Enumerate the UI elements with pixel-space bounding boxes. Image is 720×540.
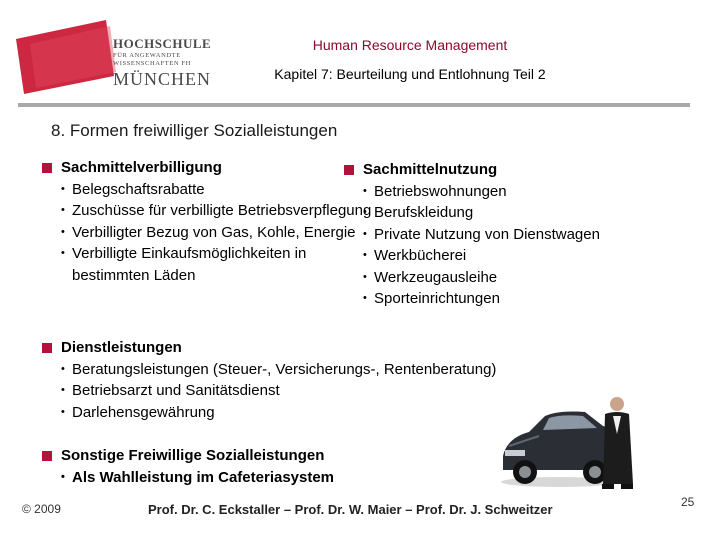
list-item: • Als Wahlleistung im Cafeteriasystem	[42, 467, 462, 489]
course-title: Human Resource Management	[312, 37, 508, 53]
list-item: • Verbilligte Einkaufsmöglichkeiten in bestimmten Läden	[42, 243, 372, 286]
header-divider	[18, 103, 690, 107]
section-heading: Sachmittelverbilligung	[42, 157, 372, 179]
company-car-photo	[499, 386, 638, 494]
list-item: • Zuschüsse für verbilligte Betriebsverpflegung	[42, 200, 372, 222]
logo-text: HOCHSCHULE FÜR ANGEWANDTE WISSENSCHAFTEN FH MÜNCHEN	[113, 36, 212, 89]
list-item: • Betriebswohnungen	[344, 181, 684, 203]
list-item: • Werkzeugausleihe	[344, 267, 684, 289]
page-number: 25	[681, 495, 695, 509]
footer-copyright: © 2009	[22, 502, 61, 516]
list-item: • Berufskleidung	[344, 202, 684, 224]
list-item: • Betriebsarzt und Sanitätsdienst	[42, 380, 662, 402]
footer-authors: Prof. Dr. C. Eckstaller – Prof. Dr. W. Maier – Prof. Dr. J. Schweitzer	[148, 502, 553, 517]
section-sachmittelnutzung	[344, 159, 684, 310]
list-item: • Darlehensgewährung	[42, 402, 662, 424]
list-item: • Verbilligter Bezug von Gas, Kohle, Energie	[42, 222, 372, 244]
section-sonstige	[42, 445, 462, 488]
list-item: • Private Nutzung von Dienstwagen	[344, 224, 684, 246]
section-heading: Sonstige Freiwillige Sozialleistungen	[42, 445, 462, 467]
list-item: • Sporteinrichtungen	[344, 288, 684, 310]
list-item: • Beratungsleistungen (Steuer-, Versicherungs-, Rentenberatung)	[42, 359, 662, 381]
list-item: • Werkbücherei	[344, 245, 684, 267]
section-heading: Sachmittelnutzung	[344, 159, 684, 181]
chapter-title: Kapitel 7: Beurteilung und Entlohnung Teil 2	[274, 66, 546, 82]
section-sachmittelverbilligung	[42, 157, 372, 286]
slide-title: 8. Formen freiwilliger Sozialleistungen	[51, 121, 338, 140]
section-heading: Dienstleistungen	[42, 337, 662, 359]
list-item: • Belegschaftsrabatte	[42, 179, 372, 201]
